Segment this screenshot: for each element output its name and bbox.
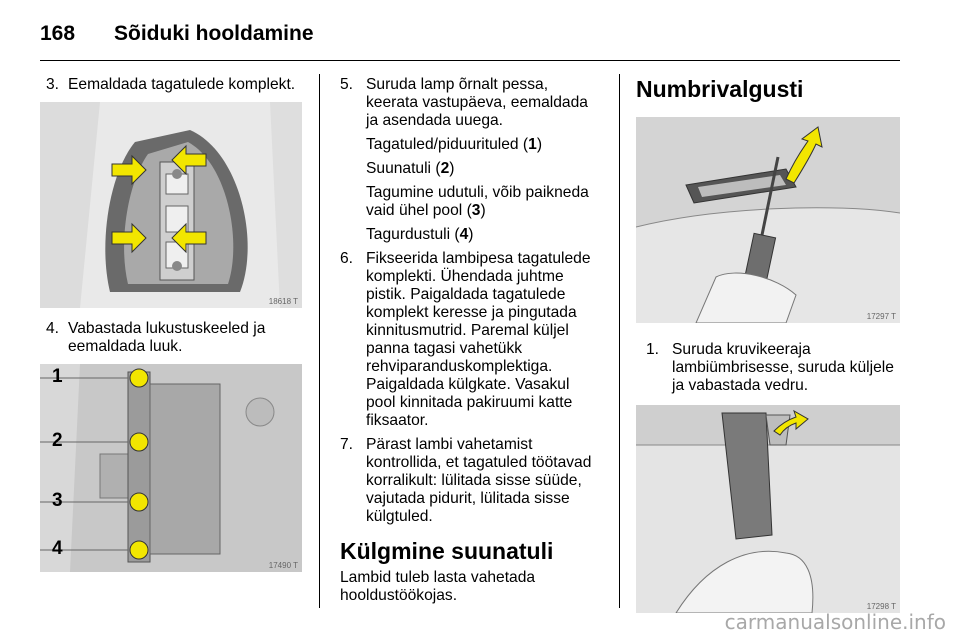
step-text: Pärast lambi vahetamist kontrollida, et tagatuled töötavad korralikult: lülitada sisse süüde, vajutada pidurit, lülitada sisse külgtuled. — [366, 436, 592, 525]
lamp-item-1: Tagatuled/piduurituled (1) — [366, 136, 543, 153]
step-number: 4. — [46, 320, 60, 337]
step-number: 1. — [646, 341, 660, 358]
section-heading: Külgmine suunatuli — [340, 538, 554, 564]
step-number: 3. — [46, 76, 60, 93]
step-text: Suruda kruvikeeraja lambiümbrisesse, suruda küljele ja vabastada vedru. — [672, 341, 894, 394]
figure-code: 17490 T — [268, 561, 298, 570]
lamp-item-2: Suunatuli (2) — [366, 160, 455, 177]
step-4 — [46, 320, 302, 356]
figure-code: 18618 T — [268, 297, 298, 306]
figure-code: 17297 T — [866, 312, 896, 321]
column-2 — [340, 76, 602, 605]
step-text: Eemaldada tagatulede komplekt. — [68, 76, 296, 93]
spring-arrow-icon — [636, 405, 900, 613]
column-1 — [40, 76, 302, 572]
callout-4: 4 — [52, 538, 63, 559]
page-header — [40, 10, 900, 61]
figure-taillight-arrows — [40, 102, 302, 308]
step-text: Vabastada lukustuskeeled ja eemaldada luuk. — [68, 320, 266, 355]
step-number: 7. — [340, 436, 354, 453]
figure-bulb-holder — [40, 364, 302, 572]
arrow-icon — [40, 102, 302, 308]
lamp-item-3: Tagumine udutuli, võib paikneda vaid ühel pool (3) — [366, 184, 589, 219]
column-3 — [636, 76, 904, 613]
step-number: 5. — [340, 76, 354, 93]
column-divider — [319, 74, 320, 608]
step-1 — [646, 341, 904, 395]
step-text: Fikseerida lambipesa tagatulede komplekti. Ühendada juhtme pistik. Paigaldada tagatulede komplekt keresse ja pingutada kinnitusmutrid. Paremal küljel panna tagasi vahetükk rehviparanduskomplektiga. Paigaldada külgkate. Vasakul pool kinnitada pakiruumi katte fiksaator. — [366, 250, 591, 429]
step-text: Suruda lamp õrnalt pessa, keerata vastupäeva, eemaldada ja asendada uuega. — [366, 76, 588, 129]
figure-lamp-housing — [636, 405, 900, 613]
page-title: Sõiduki hooldamine — [114, 22, 314, 45]
bulb-holder-illustration — [40, 364, 302, 572]
figure-code: 17298 T — [866, 602, 896, 611]
step-7 — [340, 436, 602, 526]
callout-2: 2 — [52, 430, 63, 451]
section-body: Lambid tuleb lasta vahetada hooldustöökojas. — [340, 569, 536, 604]
rotate-arrow-icon — [636, 117, 900, 323]
page-number: 168 — [40, 22, 76, 45]
step-number: 6. — [340, 250, 354, 267]
callout-1: 1 — [52, 366, 63, 387]
step-5 — [340, 76, 602, 130]
step-3 — [46, 76, 302, 94]
step-6 — [340, 250, 602, 430]
lamp-item-4: Tagurdustuli (4) — [366, 226, 474, 243]
callout-3: 3 — [52, 490, 63, 511]
figure-screwdriver — [636, 117, 900, 323]
section-heading: Numbrivalgusti — [636, 76, 804, 102]
watermark: carmanualsonline.info — [724, 610, 946, 634]
column-divider — [619, 74, 620, 608]
